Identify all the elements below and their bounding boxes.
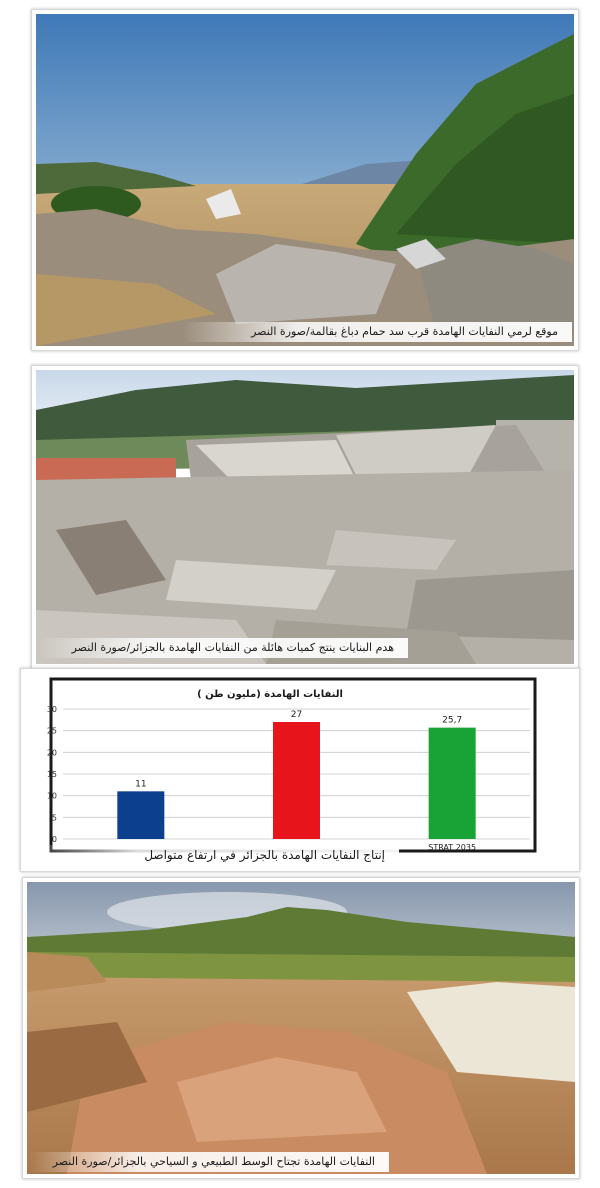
y-tick-label: 25 bbox=[46, 726, 57, 736]
bar-chart bbox=[25, 673, 575, 867]
y-tick-label: 10 bbox=[46, 791, 57, 801]
bar-1 bbox=[273, 722, 320, 839]
photo-panel-1 bbox=[31, 9, 579, 351]
photo-panel-3 bbox=[22, 877, 580, 1179]
bar-value-label: 27 bbox=[290, 710, 303, 720]
photo-caption-2: هدم البنايات ينتج كميات هائلة من النفايات الهامدة بالجزائر/صورة النصر bbox=[38, 638, 408, 658]
chart-caption: إنتاج النفايات الهامدة بالجزائر في ارتفاع متواصل bbox=[25, 845, 399, 865]
photo-caption-1: موقع لرمي النفايات الهامدة قرب سد حمام دباغ بقالمة/صورة النصر bbox=[182, 322, 572, 342]
photo-panel-2 bbox=[31, 365, 579, 669]
x-category-label: STRAT 2035 bbox=[428, 843, 477, 852]
photo-caption-3: النفايات الهامدة تجتاح الوسط الطبيعي و السياحي بالجزائر/صورة النصر bbox=[29, 1152, 389, 1172]
bar-value-label: 25,7 bbox=[442, 715, 463, 726]
y-tick-label: 0 bbox=[51, 835, 57, 844]
bar-2 bbox=[429, 728, 476, 839]
natural-area-photo bbox=[27, 882, 575, 1174]
y-tick-label: 5 bbox=[51, 813, 57, 823]
y-tick-label: 20 bbox=[46, 748, 57, 758]
dump-site-photo bbox=[36, 14, 574, 346]
chart-panel bbox=[20, 668, 580, 872]
bar-0 bbox=[117, 791, 164, 839]
demolition-rubble-photo bbox=[36, 370, 574, 664]
y-tick-label: 15 bbox=[46, 770, 57, 779]
chart-title: النفايات الهامدة (مليون طن ) bbox=[197, 689, 343, 700]
bar-value-label: 11 bbox=[135, 779, 147, 790]
y-tick-label: 30 bbox=[46, 705, 57, 714]
